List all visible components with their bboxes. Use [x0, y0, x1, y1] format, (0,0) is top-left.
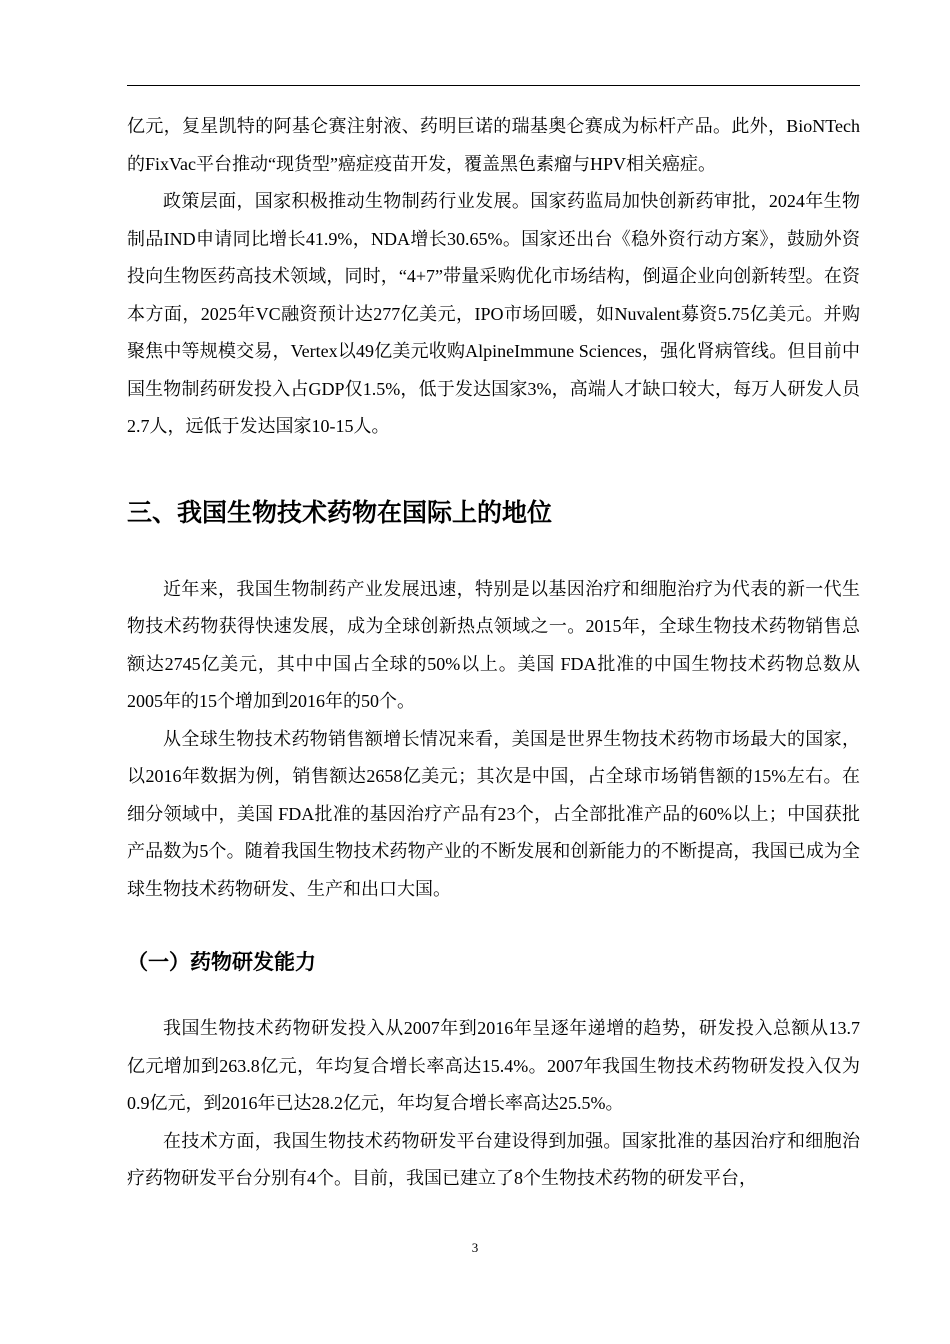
section-heading: 三、我国生物技术药物在国际上的地位 [127, 497, 553, 527]
page-content [127, 108, 860, 1198]
subsection-heading: （一）药物研发能力 [127, 950, 316, 974]
paragraph-rd-platform: 在技术方面，我国生物技术药物研发平台建设得到加强。国家批准的基因治疗和细胞治疗药物研发平台分别有4个。目前，我国已建立了8个生物技术药物的研发平台， [127, 1130, 860, 1188]
paragraph-continued: 亿元，复星凯特的阿基仑赛注射液、药明巨诺的瑞基奥仑赛成为标杆产品。此外，BioNTech的FixVac平台推动“现货型”癌症疫苗开发，覆盖黑色素瘤与HPV相关癌症。 [127, 116, 860, 174]
paragraph-intro: 近年来，我国生物制药产业发展迅速，特别是以基因治疗和细胞治疗为代表的新一代生物技术药物获得快速发展，成为全球创新热点领域之一。2015年，全球生物技术药物销售总额达2745亿美元，其中中国占全球的50%以上。美国 FDA批准的中国生物技术药物总数从2005年的15个增加到2016年的50个。 [127, 578, 860, 711]
page-number: 3 [471, 1240, 479, 1255]
header-rule [127, 85, 860, 86]
paragraph-rd-investment: 我国生物技术药物研发投入从2007年到2016年呈逐年递增的趋势，研发投入总额从13.7亿元增加到263.8亿元，年均复合增长率高达15.4%。2007年我国生物技术药物研发投入仅为0.9亿元，到2016年已达28.2亿元，年均复合增长率高达25.5%。 [127, 1018, 860, 1113]
paragraph-global-sales: 从全球生物技术药物销售额增长情况来看，美国是世界生物技术药物市场最大的国家，以2016年数据为例，销售额达2658亿美元；其次是中国，占全球市场销售额的15%左右。在细分领域中，美国 FDA批准的基因治疗产品有23个，占全部批准产品的60%以上；中国获批产品数为5个。随着我国生物技术药物产业的不断发展和创新能力的不断提高，我国已成为全球生物技术药物研发、生产和出口大国。 [127, 728, 860, 899]
paragraph-policy: 政策层面，国家积极推动生物制药行业发展。国家药监局加快创新药审批，2024年生物制品IND申请同比增长41.9%，NDA增长30.65%。国家还出台《稳外资行动方案》，鼓励外资投向生物医药高技术领域，同时，“4+7”带量采购优化市场结构，倒逼企业向创新转型。在资本方面，2025年VC融资预计达277亿美元，IPO市场回暖，如Nuvalent募资5.75亿美元。并购聚焦中等规模交易，Vertex以49亿美元收购AlpineImmune Sciences，强化肾病管线。但目前中国生物制药研发投入占GDP仅1.5%，低于发达国家3%，高端人才缺口较大，每万人研发人员2.7人，远低于发达国家10-15人。 [127, 191, 860, 436]
